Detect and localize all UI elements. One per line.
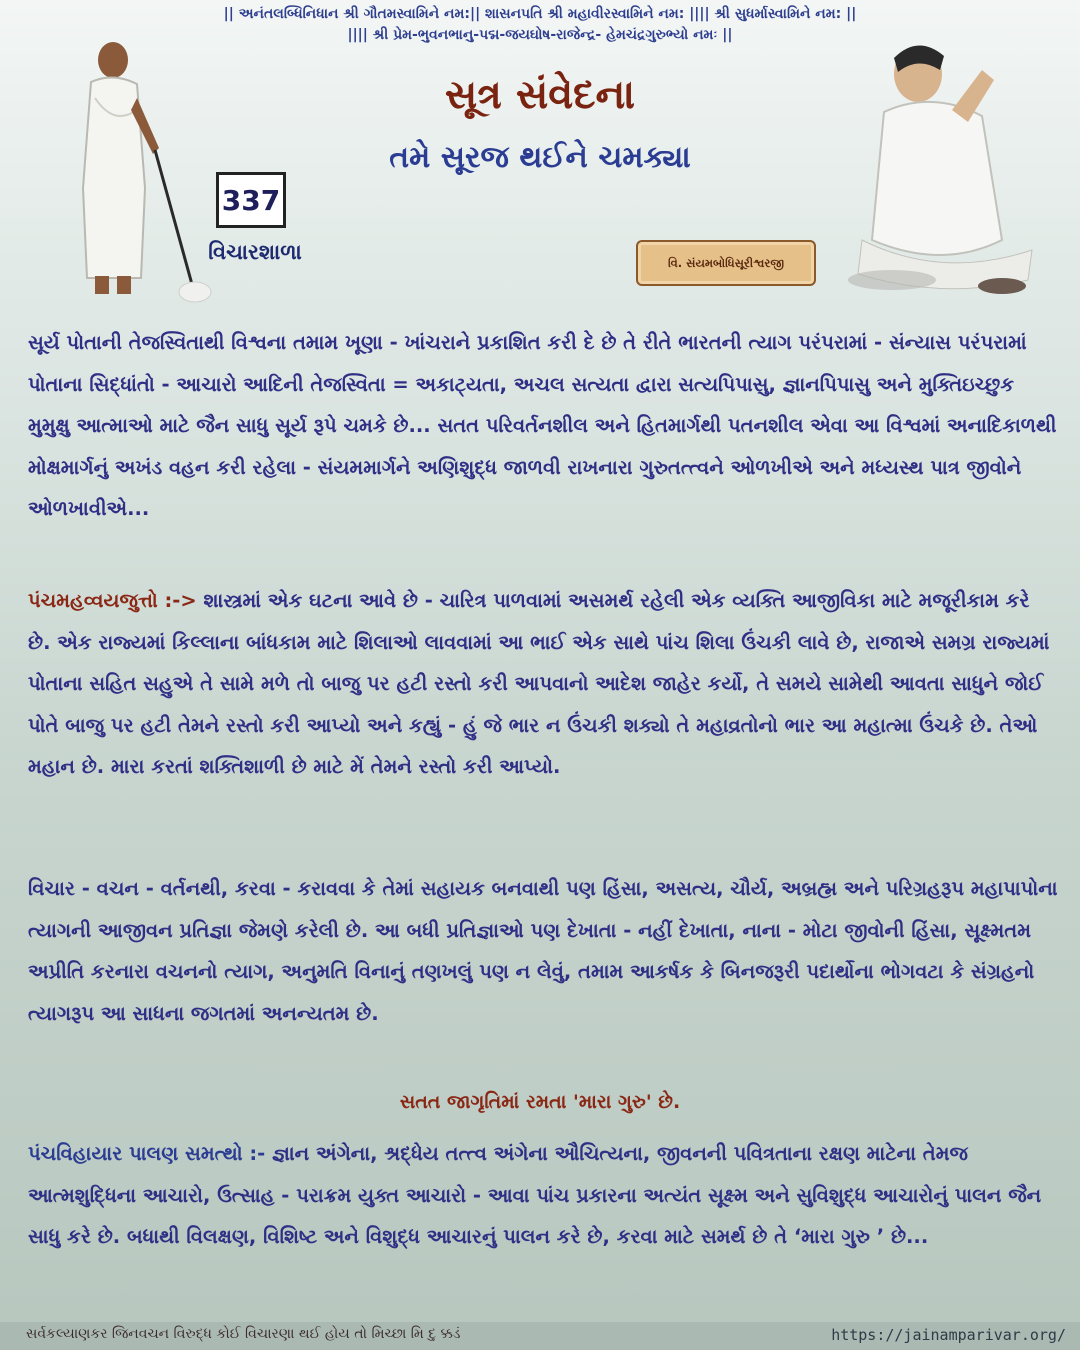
conduct-paragraph — [28, 1133, 1058, 1258]
author-name: વિ. સંયમબોધિસૂરીશ્વરજી — [668, 255, 784, 270]
issue-number-badge: 337 — [216, 172, 286, 228]
vows-paragraph: વિચાર - વચન - વર્તનથી, કરવા - કરાવવા કે તેમાં સહાયક બનવાથી પણ હિંસા, અસત્ય, ચૌર્ય, અબ્રહ્મ અને પરિગ્રહરૂપ મહાપાપોના ત્યાગની આજીવન પ્રતિજ્ઞા જેમણે કરેલી છે. આ બધી પ્રતિજ્ઞાઓ પણ દેખાતા - નહીં દેખાતા, નાના - મોટા જીવોની હિંસા, સૂક્ષ્મતમ અપ્રીતિ કરનારા વચનનો ત્યાગ, અનુમતિ વિનાનું તણખલું પણ ન લેવું, તમામ આકર્ષક કે બિનજરૂરી પદાર્થોના ભોગવટા કે સંગ્રહનો ત્યાગરૂપ આ સાધના જગતમાં અનન્યતમ છે. — [28, 877, 1058, 1025]
author-scroll-banner — [636, 240, 816, 286]
section-label: વિચારશાળા — [208, 240, 302, 264]
story-paragraph — [28, 580, 1058, 788]
page-title: સૂત્ર સંવેદના — [444, 72, 636, 118]
invocation-line-1: || અનંતલબ્ધિનિધાન શ્રી ગૌતમસ્વામિને નમ:|| શાસનપતિ શ્રી મહાવીરસ્વામિને નમ: |||| શ્રી સુધર્માસ્વામિને નમ: || — [223, 6, 857, 22]
page-subtitle: તમે સૂરજ થઈને ચમક્યા — [389, 140, 691, 175]
invocation-line-2: |||| શ્રી પ્રેમ-ભુવનભાનુ-પદ્મ-જયઘોષ-રાજેન્દ્ર- હેમચંદ્રગુરુભ્યો નમઃ || — [347, 27, 733, 43]
intro-paragraph: સૂર્ય પોતાની તેજસ્વિતાથી વિશ્વના તમામ ખૂણા - ખાંચરાને પ્રકાશિત કરી દે છે તે રીતે ભારતની ત્યાગ પરંપરામાં - સંન્યાસ પરંપરામાં પોતાના સિદ્ધાંતો - આચારો આદિની તેજસ્વિતા = અકાટ્યતા, અચલ સત્યતા દ્વારા સત્યપિપાસુ, જ્ઞાનપિપાસુ અને મુક્તિઇચ્છુક મુમુક્ષુ આત્માઓ માટે જૈન સાધુ સૂર્ય રૂપે ચમકે છે... સતત પરિવર્તનશીલ અને હિતમાર્ગથી પતનશીલ એવા આ વિશ્વમાં અનાદિકાળથી મોક્ષમાર્ગનું અખંડ વહન કરી રહેલા - સંયમમાર્ગને અણિશુદ્ધ જાળવી રાખનારા ગુરુતત્ત્વને ઓળખીએ અને મધ્યસ્થ પાત્ર જીવોને ઓળખાવીએ... — [28, 331, 1057, 520]
footer-website-link[interactable]: https://jainamparivar.org/ — [831, 1326, 1066, 1344]
story-lead-heading: પંચમહવ્વયજુત્તો :-> — [28, 589, 197, 612]
footer-disclaimer: સર્વકલ્યાણકર જિનવચન વિરુદ્ધ કોઈ વિચારણા થઈ હોય તો મિચ્છા મિ દુ ક્કડં — [26, 1326, 461, 1342]
conduct-lead-heading: પંચવિહાયાર પાલણ સમત્થો :- — [28, 1142, 266, 1165]
conduct-text: જ્ઞાન અંગેના, શ્રદ્ધેય તત્ત્વ અંગેના ઔચિત્યના, જીવનની પવિત્રતાના રક્ષણ માટેના તેમજ આત્મશુદ્ધિના આચારો, ઉત્સાહ - પરાક્રમ યુક્ત આચારો - આવા પાંચ પ્રકારના અત્યંત સૂક્ષ્મ અને સુવિશુદ્ધ આચારોનું પાલન જૈન સાધુ કરે છે. બધાથી વિલક્ષણ, વિશિષ્ટ અને વિશુદ્ધ આચારનું પાલન કરે છે, કરવા માટે સમર્થ છે તે ‘મારા ગુરુ ’ છે... — [28, 1142, 1042, 1248]
highlight-line: સતત જાગૃતિમાં રમતા 'મારા ગુરુ' છે. — [399, 1091, 681, 1113]
story-text: શાસ્ત્રમાં એક ઘટના આવે છે - ચારિત્ર પાળવામાં અસમર્થ રહેલી એક વ્યક્તિ આજીવિકા માટે મજૂરીકામ કરે છે. એક રાજ્યમાં કિલ્લાના બાંધકામ માટે શિલાઓ લાવવામાં આ ભાઈ એક સાથે પાંચ શિલા ઉંચકી લાવે છે, રાજાએ સમગ્ર રાજ્યમાં પોતાના સહિત સહુએ તે સામે મળે તો બાજુ પર હટી રસ્તો કરી આપવાનો આદેશ જાહેર કર્યો, તે સમયે સામેથી આવતા સાધુને જોઈ પોતે બાજુ પર હટી તેમને રસ્તો કરી આપ્યો અને કહ્યું - હું જે ભાર ન ઉંચકી શક્યો તે મહાવ્રતોનો ભાર આ મહાત્મા ઉંચકે છે. તેઓ મહાન છે. મારા કરતાં શક્તિશાળી છે માટે મેં તેમને રસ્તો કરી આપ્યો. — [28, 589, 1050, 778]
